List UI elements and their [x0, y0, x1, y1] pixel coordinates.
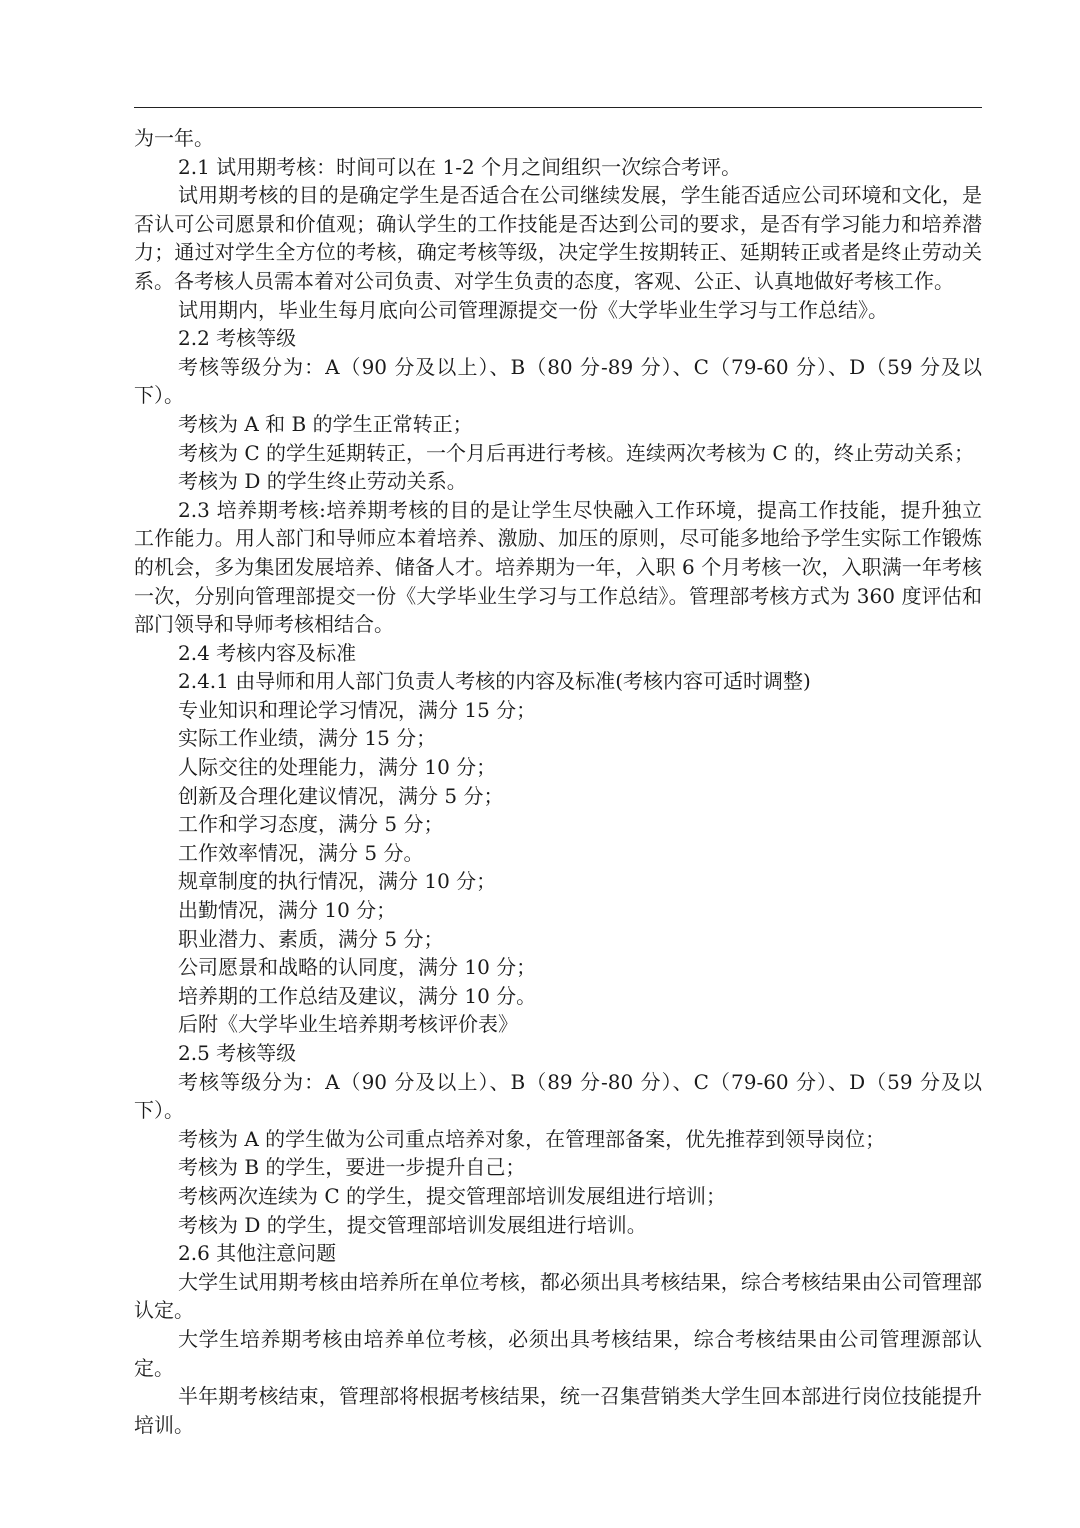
paragraph: 2.5 考核等级 — [178, 1041, 297, 1065]
paragraph: 试用期考核的目的是确定学生是否适合在公司继续发展，学生能否适应公司环境和文化，是否认可公司愿景和价值观；确认学生的工作技能是否达到公司的要求，是否有学习能力和培养潜力；通过对学生全方位的考核，确定考核等级，决定学生按期转正、延期转正或者是终止劳动关系。各考核人员需本着对公司负责、对学生负责的态度，客观、公正、认真地做好考核工作。 — [134, 183, 982, 293]
paragraph: 考核为 A 和 B 的学生正常转正； — [178, 411, 473, 436]
paragraph: 后附《大学毕业生培养期考核评价表》 — [178, 1012, 518, 1037]
header-rule — [134, 107, 982, 108]
paragraph: 考核为 B 的学生，要进一步提升自己； — [178, 1155, 526, 1180]
paragraph: 创新及合理化建议情况，满分 5 分； — [178, 783, 504, 808]
paragraph: 2.4 考核内容及标准 — [178, 640, 357, 665]
paragraph: 实际工作业绩，满分 15 分； — [178, 726, 437, 751]
paragraph: 2.4.1 由导师和用人部门负责人考核的内容及标准(考核内容可适时调整) — [178, 669, 811, 694]
paragraph: 培养期的工作总结及建议，满分 10 分。 — [178, 983, 537, 1008]
paragraph: 考核为 D 的学生终止劳动关系。 — [178, 469, 467, 494]
paragraph: 考核等级分为：A（90 分及以上）、B（89 分-80 分）、C（79-60 分）、D（59 分及以下）。 — [134, 1069, 982, 1123]
paragraph: 专业知识和理论学习情况，满分 15 分； — [178, 697, 537, 722]
paragraph: 工作和学习态度，满分 5 分； — [178, 812, 444, 837]
paragraph: 大学生试用期考核由培养所在单位考核，都必须出具考核结果，综合考核结果由公司管理部认定。 — [134, 1269, 982, 1323]
document-body — [134, 124, 982, 1439]
paragraph: 出勤情况，满分 10 分； — [178, 898, 397, 923]
paragraph: 试用期内，毕业生每月底向公司管理源提交一份《大学毕业生学习与工作总结》。 — [178, 297, 888, 322]
paragraph: 2.6 其他注意问题 — [178, 1241, 337, 1266]
paragraph: 考核为 C 的学生延期转正，一个月后再进行考核。连续两次考核为 C 的，终止劳动关系； — [178, 440, 975, 465]
paragraph: 为一年。 — [134, 126, 214, 150]
paragraph: 考核为 D 的学生，提交管理部培训发展组进行培训。 — [178, 1212, 647, 1237]
paragraph: 2.1 试用期考核：时间可以在 1-2 个月之间组织一次综合考评。 — [178, 154, 742, 179]
paragraph: 规章制度的执行情况，满分 10 分； — [178, 869, 497, 894]
paragraph: 2.2 考核等级 — [178, 326, 297, 351]
paragraph: 人际交往的处理能力，满分 10 分； — [178, 755, 497, 780]
paragraph: 考核为 A 的学生做为公司重点培养对象，在管理部备案，优先推荐到领导岗位； — [178, 1126, 886, 1151]
paragraph: 大学生培养期考核由培养单位考核，必须出具考核结果，综合考核结果由公司管理源部认定。 — [134, 1326, 982, 1380]
paragraph: 2.3 培养期考核:培养期考核的目的是让学生尽快融入工作环境，提高工作技能，提升独立工作能力。用人部门和导师应本着培养、激励、加压的原则，尽可能多地给予学生实际工作锻炼的机会，多为集团发展培养、储备人才。培养期为一年，入职 6 个月考核一次，入职满一年考核一次，分别向管理部提交一份《大学毕业生学习与工作总结》。管理部考核方式为 360 度评估和部门领导和导师考核相结合。 — [134, 497, 982, 637]
paragraph: 考核两次连续为 C 的学生，提交管理部培训发展组进行培训； — [178, 1183, 727, 1208]
paragraph: 半年期考核结束，管理部将根据考核结果，统一召集营销类大学生回本部进行岗位技能提升培训。 — [134, 1384, 982, 1437]
paragraph: 职业潜力、素质，满分 5 分； — [178, 926, 444, 951]
paragraph: 考核等级分为：A（90 分及以上）、B（80 分-89 分）、C（79-60 分）、D（59 分及以下）。 — [134, 354, 982, 408]
paragraph: 工作效率情况，满分 5 分。 — [178, 840, 424, 865]
paragraph: 公司愿景和战略的认同度，满分 10 分； — [178, 955, 537, 980]
